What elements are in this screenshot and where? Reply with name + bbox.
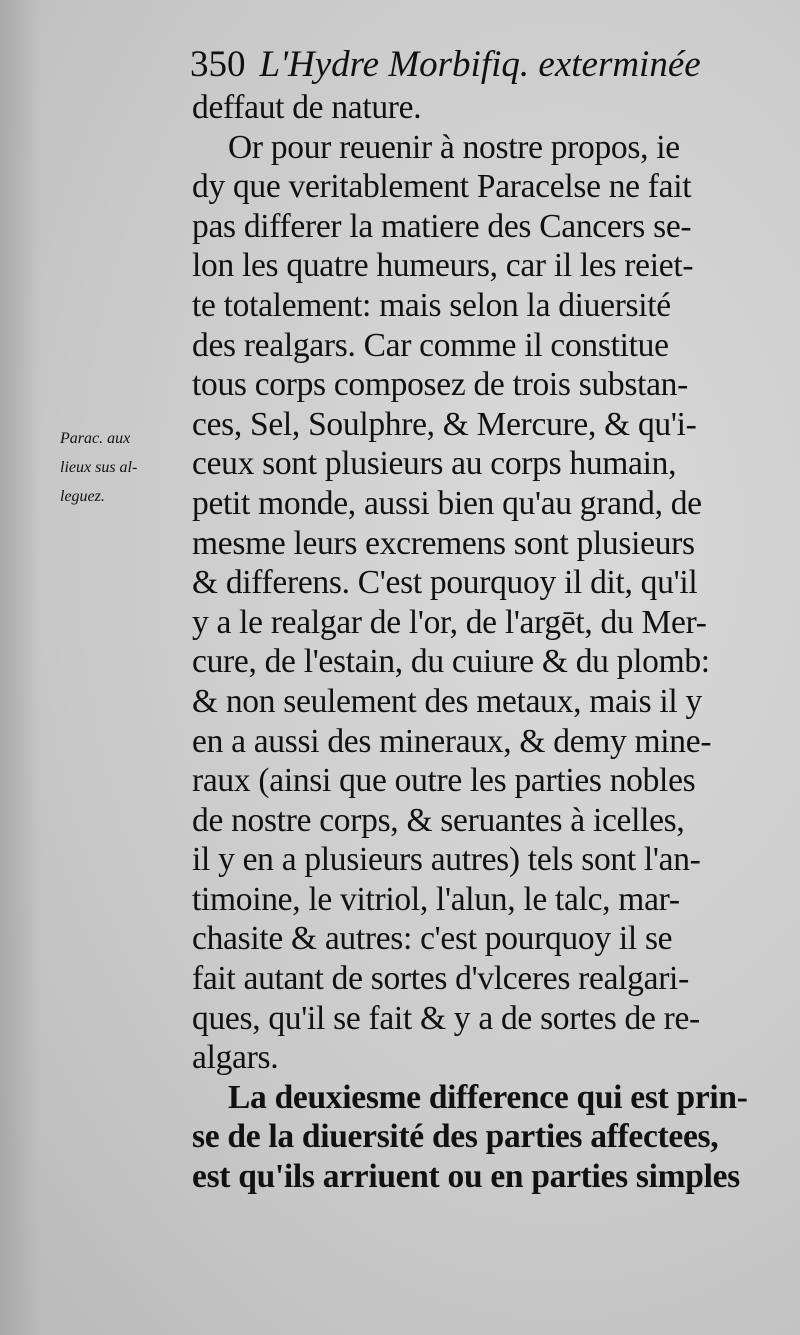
text-line: y a le realgar de l'or, de l'argēt, du Mer-	[192, 603, 707, 641]
text-line: chasite & autres: c'est pourquoy il se	[192, 920, 673, 958]
text-line: La deuxiesme difference qui est prin-	[228, 1078, 748, 1116]
marginal-note-line: leguez.	[60, 488, 105, 505]
text-line: il y en a plusieurs autres) tels sont l'an-	[192, 841, 701, 879]
text-line: fait autant de sortes d'vlceres realgari-	[192, 960, 689, 998]
text-line: mesme leurs excremens sont plusieurs	[192, 524, 695, 562]
page-header	[190, 40, 790, 90]
text-line: des realgars. Car comme il constitue	[192, 326, 669, 364]
text-line: raux (ainsi que outre les parties nobles	[192, 762, 696, 800]
text-line: dy que veritablement Paracelse ne fait	[192, 168, 692, 206]
text-line: en a aussi des mineraux, & demy mine-	[192, 722, 712, 760]
text-line: algars.	[192, 1039, 279, 1077]
page-gutter-shadow	[0, 0, 40, 1335]
text-line: deffaut de nature.	[192, 89, 422, 126]
text-line: & non seulement des metaux, mais il y	[192, 682, 702, 720]
text-line: timoine, le vitriol, l'alun, le talc, mar-	[192, 880, 680, 918]
body-text	[192, 88, 777, 1197]
page-number: 350	[190, 44, 246, 85]
text-line: ques, qu'il se fait & y a de sortes de re-	[192, 999, 700, 1037]
text-line: ceux sont plusieurs au corps humain,	[192, 445, 677, 483]
text-line: ces, Sel, Soulphre, & Mercure, & qu'i-	[192, 405, 697, 443]
text-line: petit monde, aussi bien qu'au grand, de	[192, 484, 702, 522]
text-line: Or pour reuenir à nostre propos, ie	[228, 128, 680, 166]
marginal-note-line: Parac. aux	[60, 430, 131, 447]
text-line: lon les quatre humeurs, car il les reiet-	[192, 247, 694, 285]
marginal-note-line: lieux sus al-	[60, 459, 138, 476]
text-line: de nostre corps, & seruantes à icelles,	[192, 801, 685, 839]
text-line: te totalement: mais selon la diuersité	[192, 286, 671, 324]
text-line: pas differer la matiere des Cancers se-	[192, 207, 692, 245]
running-title: L'Hydre Morbifiq. exterminée	[259, 44, 701, 85]
text-line: cure, de l'estain, du cuiure & du plomb:	[192, 643, 710, 681]
text-line: est qu'ils arriuent ou en parties simples	[192, 1158, 740, 1196]
text-line: se de la diuersité des parties affectees,	[192, 1118, 719, 1156]
marginal-note	[60, 424, 185, 511]
text-line: tous corps composez de trois substan-	[192, 366, 688, 404]
text-line: & differens. C'est pourquoy il dit, qu'il	[192, 564, 698, 602]
